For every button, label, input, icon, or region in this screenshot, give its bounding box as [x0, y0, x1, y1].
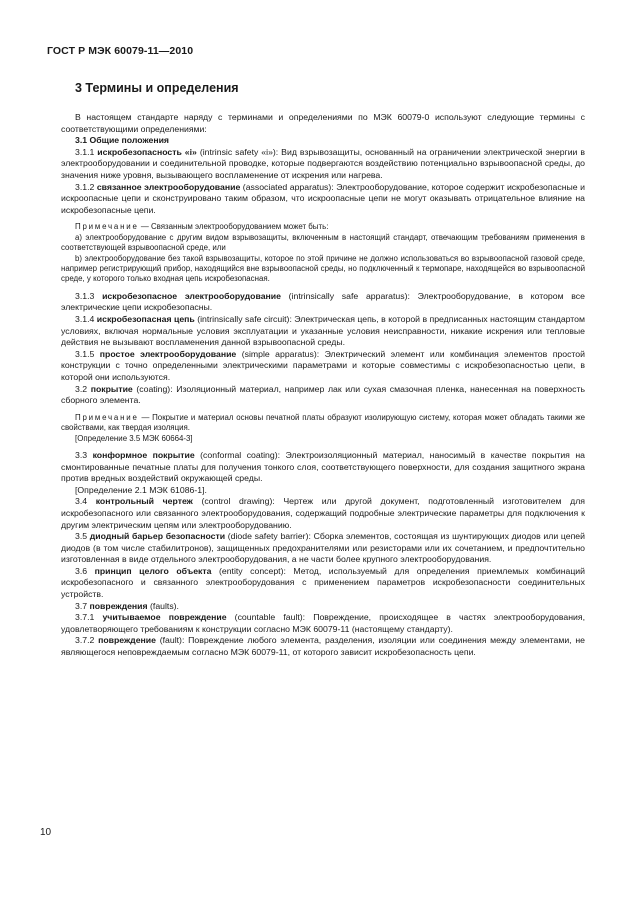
term-3-7: 3.7 повреждения (faults).	[75, 600, 179, 611]
term-3-1-2: 3.1.2 связанное электрооборудование (associated apparatus): Электрооборудование, которое содержит искробезопасные и искроопасные цепи и сконструировано таким образом, что искроопасные цепи не могут оказывать отрицательное влияние на искробезопасные цепи.	[61, 181, 585, 215]
note-label: Примечание	[75, 222, 139, 232]
term-3-1-4: 3.1.4 искробезопасная цепь (intrinsically safe circuit): Электрическая цепь, в которой в предписанных настоящим стандартом условиях, включая нормальные условия эксплуатации и указанные условия неисправности, никакие искрения или тепловые действия не вызывают воспламенения данной взрывоопасной среды.	[61, 313, 585, 348]
running-header: ГОСТ Р МЭК 60079-11—2010	[47, 45, 194, 57]
term-name: контрольный чертеж	[95, 496, 193, 507]
page-number: 10	[40, 827, 52, 838]
term-3-1-5: 3.1.5 простое электрооборудование (simple apparatus): Электрический элемент или комбинация элементов простой конструкции с точно определенными электрическими параметрами и которые совместимы с искробезопасностью цепи, в которой они используются.	[61, 348, 585, 382]
term-3-7-2: 3.7.2 повреждение (fault): Повреждение любого элемента, разделения, изоляции или соединения между элементами, не являющегося неповреждаемым согласно МЭК 60079-11, от которого зависит искробезопасность цепи.	[61, 635, 585, 658]
term-3-5: 3.5 диодный барьер безопасности (diode safety barrier): Сборка элементов, состоящая из шунтирующих диодов или цепей диодов (в том числе стабилитронов), защищенных предохранителями или резисторами или их сочетанием, и предпочтительно изготовленная в виде отдельного электрооборудования, а не части более крупного электрооборудования.	[61, 531, 585, 565]
term-name: искробезопасность «i»	[97, 146, 197, 157]
term-name: диодный барьер безопасности	[89, 531, 226, 542]
term-name: простое электрооборудование	[99, 348, 237, 359]
body-text	[61, 112, 585, 659]
subsection-heading: 3.1 Общие положения	[75, 135, 169, 146]
note-2-reference: [Определение 3.5 МЭК 60664-3]	[75, 433, 193, 443]
term-3-2: 3.2 покрытие (coating): Изоляционный материал, например лак или сухая смазочная пленка, нанесенная на поверхность сборного элемента.	[61, 383, 585, 406]
term-name: учитываемое повреждение	[102, 612, 227, 623]
term-3-1-3: 3.1.3 искробезопасное электрооборудование (intrinsically safe apparatus): Электрооборудование, в котором все электрические цепи искробезопасны.	[61, 290, 585, 313]
term-name: связанное электрооборудование	[96, 181, 241, 192]
term-name: покрытие	[90, 383, 133, 394]
term-name: искробезопасная цепь	[96, 313, 195, 324]
note-1-item-a: a) электрооборудование с другим видом взрывозащиты, включенным в настоящий стандарт, отвечающим требованиям применения в соответствующей взрывоопасной среде, или	[61, 232, 585, 253]
term-name: искробезопасное электрооборудование	[102, 290, 281, 301]
term-name: повреждения	[89, 600, 148, 611]
term-3-1-1: 3.1.1 искробезопасность «i» (intrinsic safety «i»): Вид взрывозащиты, основанный на ограничении электрической энергии в электрооборудовании и соединительной проводке, которые подвергаются воздействию потенциально взрывоопасной среды, до значения ниже уровня, вызывающего воспламенение от искрения или нагрева.	[61, 146, 585, 180]
term-name: конформное покрытие	[92, 449, 195, 460]
term-name: повреждение	[98, 635, 156, 646]
term-3-7-1: 3.7.1 учитываемое повреждение (countable fault): Повреждение, происходящее в частях электрооборудования, удовлетворяющего требованиям к конструкции согласно МЭК 60079-11 (настоящему стандарту).	[61, 612, 585, 634]
term-name: принцип целого объекта	[94, 565, 212, 576]
note-1-item-b: b) электрооборудование без такой взрывозащиты, которое по этой причине не должно использоваться во взрывоопасной газовой среде, например регистрирующий прибор, находящийся вне взрывоопасной среды, но подключенный к термопаре, находящейся во взрывоопасной среде, у которого только входная цепь искробезопасная.	[61, 253, 585, 284]
section-title: 3 Термины и определения	[75, 81, 239, 95]
term-3-4: 3.4 контрольный чертеж (control drawing): Чертеж или другой документ, подготовленный изготовителем для искробезопасного или связанного электрооборудования, содержащий подробные электрические параметры для подключения к другим электрическим цепям или электрооборудованию.	[61, 496, 585, 530]
term-3-6: 3.6 принцип целого объекта (entity concept): Метод, используемый для определения приемлемых комбинаций искробезопасного и связанного электрооборудования с применением параметров искробезопасности соединительных устройств.	[61, 565, 586, 600]
note-label: Примечание	[75, 412, 139, 422]
note-1: Примечание — Связанным электрооборудованием может быть:	[75, 222, 329, 232]
note-2: Примечание — Покрытие и материал основы печатной платы образуют изолирующую систему, которая может обладать такими же свойствами, как твердая изоляция.	[61, 412, 585, 433]
term-3-3-reference: [Определение 2.1 МЭК 61086-1].	[75, 484, 207, 495]
intro-paragraph: В настоящем стандарте наряду с терминами и определениями по МЭК 60079-0 используют следующие термины с соответствующими определениями:	[61, 112, 585, 134]
term-3-3: 3.3 конформное покрытие (conformal coating): Электроизоляционный материал, наносимый в качестве покрытия на смонтированные печатные платы для получения тонкого слоя, соответствующего поверхности, для создания защитного экрана против вредных воздействий окружающей среды.	[61, 449, 585, 484]
